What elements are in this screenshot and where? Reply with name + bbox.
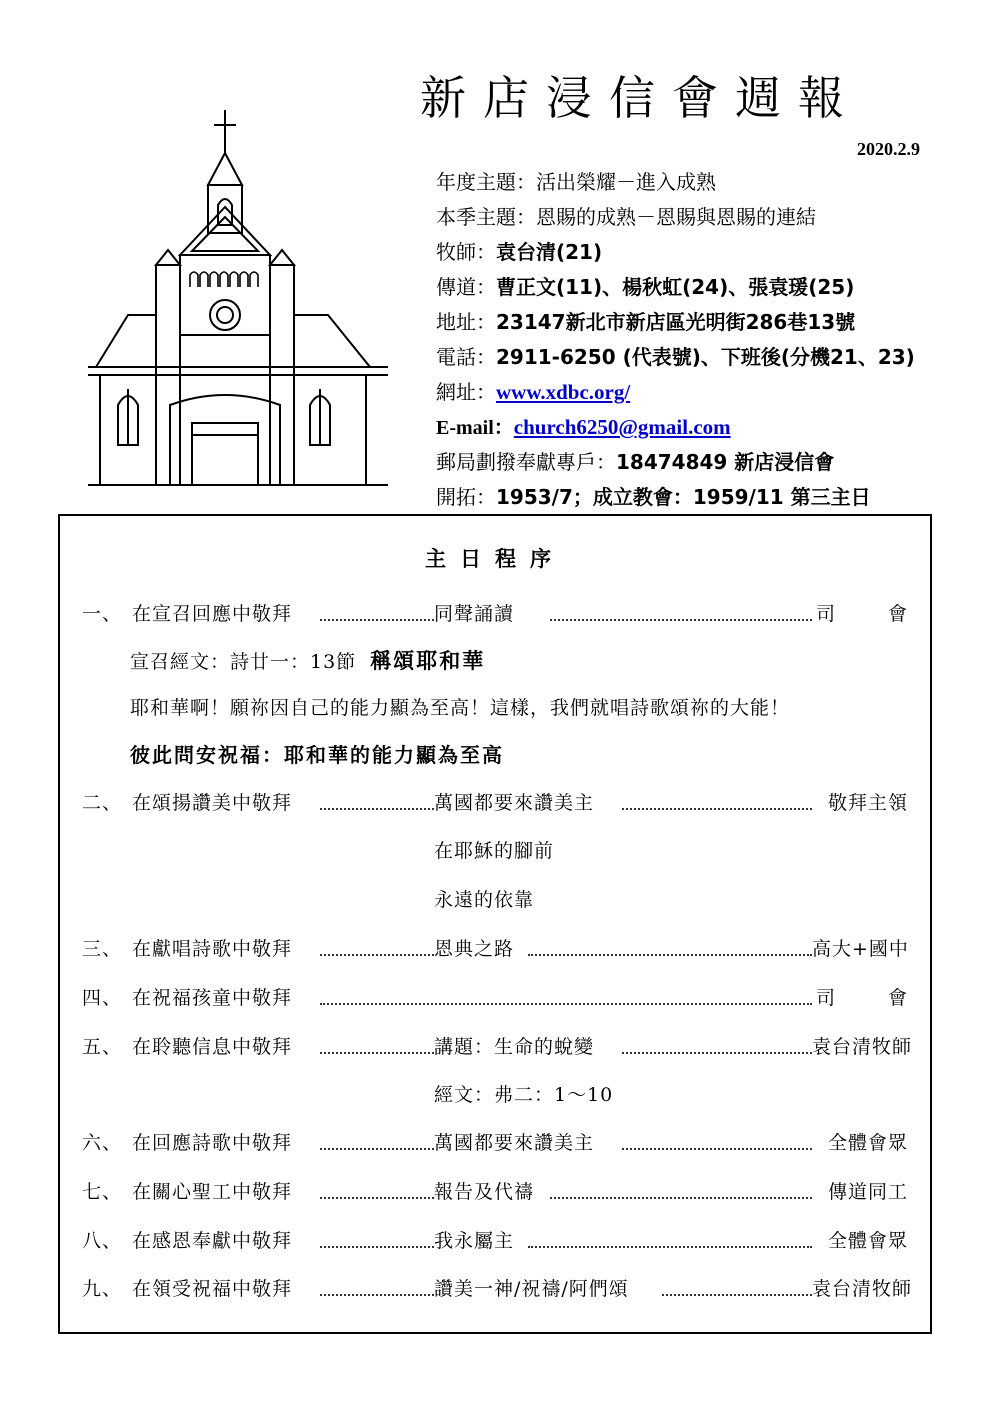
info-phone: 電話：2911-6250 (代表號)、下班後(分機21、23) [436, 345, 915, 369]
program-item-3: 三、 在獻唱詩歌中敬拜 恩典之路 高大+國中 [82, 938, 909, 960]
bulletin-title: 新店浸信會週報 [420, 71, 861, 125]
call-scripture: 宣召經文：詩廿一：13節 稱頌耶和華 [130, 648, 486, 673]
info-address: 地址：23147新北市新店區光明街286巷13號 [436, 310, 856, 334]
program-item-6: 六、 在回應詩歌中敬拜 萬國都要來讚美主 全體會眾 [82, 1132, 908, 1154]
church-illustration [88, 105, 388, 495]
program-item-7: 七、 在關心聖工中敬拜 報告及代禱 傳道同工 [82, 1181, 908, 1203]
email-link[interactable]: church6250@gmail.com [513, 415, 731, 439]
info-annual-theme: 年度主題：活出榮耀－進入成熟 [436, 170, 716, 194]
website-link[interactable]: www.xdbc.org/ [496, 380, 631, 404]
bulletin-date: 2020.2.9 [857, 139, 920, 159]
sermon-scripture: 經文：弗二：1～10 [434, 1084, 614, 1106]
program-title: 主日程序 [425, 546, 565, 571]
info-email: E-mail：church6250@gmail.com [436, 415, 731, 439]
info-preachers: 傳道：曹正文(11)、楊秋虹(24)、張袁瑗(25) [436, 275, 855, 299]
program-item-8: 八、 在感恩奉獻中敬拜 我永屬主 全體會眾 [82, 1230, 908, 1252]
program-box [58, 514, 932, 1334]
song-at-jesus-feet: 在耶穌的腳前 [434, 840, 555, 862]
info-website: 網址：www.xdbc.org/ [436, 380, 631, 404]
program-item-1: 一、 在宣召回應中敬拜 同聲誦讀 司 會 [82, 603, 908, 625]
greeting-line: 彼此問安祝福：耶和華的能力顯為至高 [130, 743, 504, 767]
info-postal-account: 郵局劃撥奉獻專戶：18474849 新店浸信會 [436, 450, 835, 474]
program-item-5: 五、 在聆聽信息中敬拜 講題：生命的蛻變 袁台清牧師 [82, 1036, 913, 1058]
call-verse: 耶和華啊！願祢因自己的能力顯為至高！這樣，我們就唱詩歌頌祢的大能！ [130, 697, 791, 719]
program-item-9: 九、 在領受祝福中敬拜 讚美一神/祝禱/阿們頌 袁台清牧師 [82, 1278, 913, 1300]
church-info [436, 165, 956, 515]
info-pastor: 牧師：袁台清(21) [436, 240, 603, 264]
program-item-2: 二、 在頌揚讚美中敬拜 萬國都要來讚美主 敬拜主領 [82, 792, 908, 814]
info-season-theme: 本季主題：恩賜的成熟－恩賜與恩賜的連結 [436, 205, 816, 229]
song-eternal-reliance: 永遠的依靠 [434, 889, 535, 911]
program-item-4: 四、 在祝福孩童中敬拜 司 會 [82, 987, 908, 1009]
info-founding: 開拓：1953/7；成立教會：1959/11 第三主日 [436, 485, 871, 509]
